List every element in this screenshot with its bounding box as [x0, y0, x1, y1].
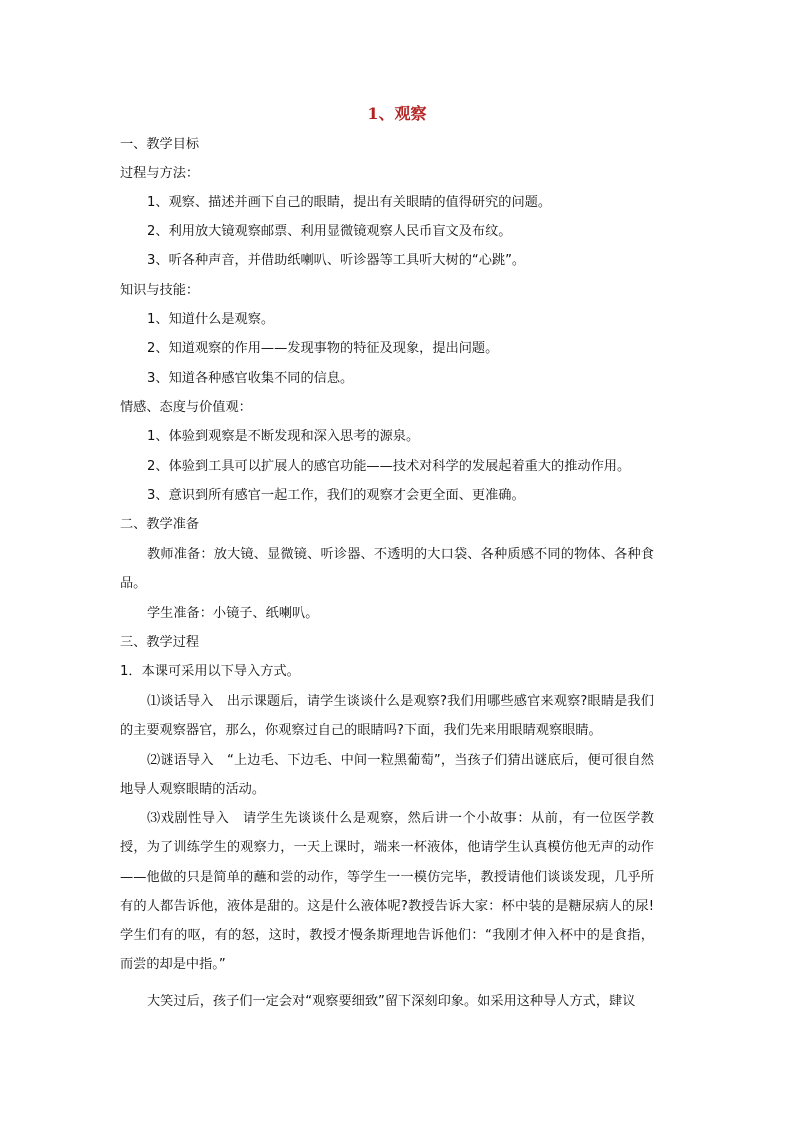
document-title: 1、观察 [367, 104, 427, 123]
list-item: 1、观察、描述并画下自己的眼睛，提出有关眼睛的值得研究的问题。 [147, 195, 552, 210]
paragraph-teacher-prep: 教师准备：放大镜、显微镜、听诊器、不透明的大口袋、各种质感不同的物体、各种食品。 [120, 547, 654, 592]
paragraph-step-1: 1．本课可采用以下导入方式。 [120, 664, 300, 679]
section-heading-process: 三、教学过程 [120, 635, 200, 650]
list-item: 3、知道各种感官收集不同的信息。 [147, 371, 354, 386]
subheading-knowledge-skills: 知识与技能： [120, 283, 200, 298]
list-item: 2、利用放大镜观察邮票、利用显微镜观察人民币盲文及布纹。 [147, 224, 512, 239]
list-item: 3、听各种声音，并借助纸喇叭、听诊器等工具听大树的“心跳”。 [147, 253, 526, 268]
list-item: 3、意识到所有感官一起工作，我们的观察才会更全面、更准确。 [147, 488, 525, 503]
paragraph-method-1: ⑴谈话导入 出示课题后，请学生谈谈什么是观察?我们用哪些感官来观察?眼睛是我们的主要观察器官，那么，你观察过自己的眼睛吗?下面，我们先来用眼睛观察眼睛。 [120, 694, 654, 739]
paragraph-method-2: ⑵谜语导入 “上边毛、下边毛、中间一粒黑葡萄”，当孩子们猜出谜底后，便可很自然地导人观察眼睛的活动。 [120, 753, 654, 798]
list-item: 2、体验到工具可以扩展人的感官功能——技术对科学的发展起着重大的推动作用。 [147, 459, 631, 474]
list-item: 2、知道观察的作用——发现事物的特征及现象，提出问题。 [147, 341, 499, 356]
list-item: 1、知道什么是观察。 [147, 312, 275, 327]
subheading-process-method: 过程与方法： [120, 166, 200, 181]
section-heading-preparation: 二、教学准备 [120, 517, 200, 532]
paragraph-last: 大笑过后，孩子们一定会对“观察要细致”留下深刻印象。如采用这种导人方式，肆议 [147, 994, 636, 1009]
list-item: 1、体验到观察是不断发现和深入思考的源泉。 [147, 429, 420, 444]
subheading-attitude-values: 情感、态度与价值观： [120, 400, 252, 415]
paragraph-method-3: ⑶戏剧性导入 请学生先谈谈什么是观察，然后讲一个小故事：从前，有一位医学教授，为了训练学生的观察力，一天上课时，端来一杯液体，他请学生认真模仿他无声的动作——他做的只是简单的蘸和尝的动作，等学生一一模仿完毕，教授请他们谈谈发现，几乎所有的人都告诉他，液体是甜的。这是什么液体呢?教授告诉大家：杯中装的是糖尿病人的尿!学生们有的呕，有的怒，这时，教授才慢条斯理地告诉他们：“我刚才伸入杯中的是食指，而尝的却是中指。” [120, 811, 654, 973]
section-heading-goals: 一、教学目标 [120, 137, 200, 152]
paragraph-student-prep: 学生准备：小镜子、纸喇叭。 [147, 606, 319, 621]
